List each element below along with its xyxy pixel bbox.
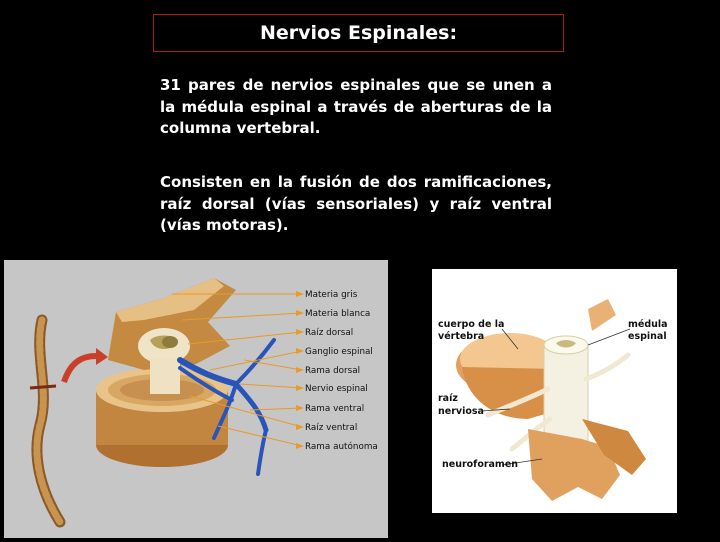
- spinal-column-drawing: [30, 320, 60, 522]
- label-raiz-ventral: Raíz ventral: [305, 423, 358, 433]
- spinal-segment-figure: [4, 260, 388, 538]
- label-rama-dorsal: Rama dorsal: [305, 366, 361, 376]
- label-rama-ventral: Rama ventral: [305, 404, 365, 414]
- spinal-segment-illustration: [4, 260, 388, 538]
- title-box: [153, 14, 564, 52]
- label-cuerpo-vertebra-2: vértebra: [438, 331, 485, 342]
- label-materia-gris: Materia gris: [305, 290, 358, 300]
- label-raiz-dorsal: Raíz dorsal: [305, 328, 354, 338]
- label-materia-blanca: Materia blanca: [305, 309, 371, 319]
- label-nervio-espinal: Nervio espinal: [305, 384, 368, 394]
- label-medula-2: espinal: [628, 331, 667, 342]
- vertebra-figure: [432, 269, 677, 513]
- label-medula-1: médula: [628, 319, 668, 330]
- label-raiz-2: nerviosa: [438, 406, 484, 417]
- label-neuroforamen: neuroforamen: [442, 459, 519, 470]
- paragraph-roots: Consisten en la fusión de dos ramificaciones, raíz dorsal (vías sensoriales) y raíz ventral (vías motoras).: [160, 173, 552, 234]
- label-rama-autonoma: Rama autónoma: [305, 442, 378, 452]
- label-ganglio-espinal: Ganglio espinal: [305, 347, 373, 357]
- label-raiz-1: raíz: [438, 393, 458, 404]
- vertebra-illustration: [432, 269, 677, 513]
- paragraph-spinal-nerves-count: 31 pares de nervios espinales que se unen a la médula espinal a través de aberturas de la columna vertebral.: [160, 76, 552, 137]
- slide-title: Nervios Espinales:: [259, 22, 458, 44]
- label-cuerpo-vertebra-1: cuerpo de la: [438, 319, 505, 330]
- upper-vertebra-drawing: [108, 278, 236, 370]
